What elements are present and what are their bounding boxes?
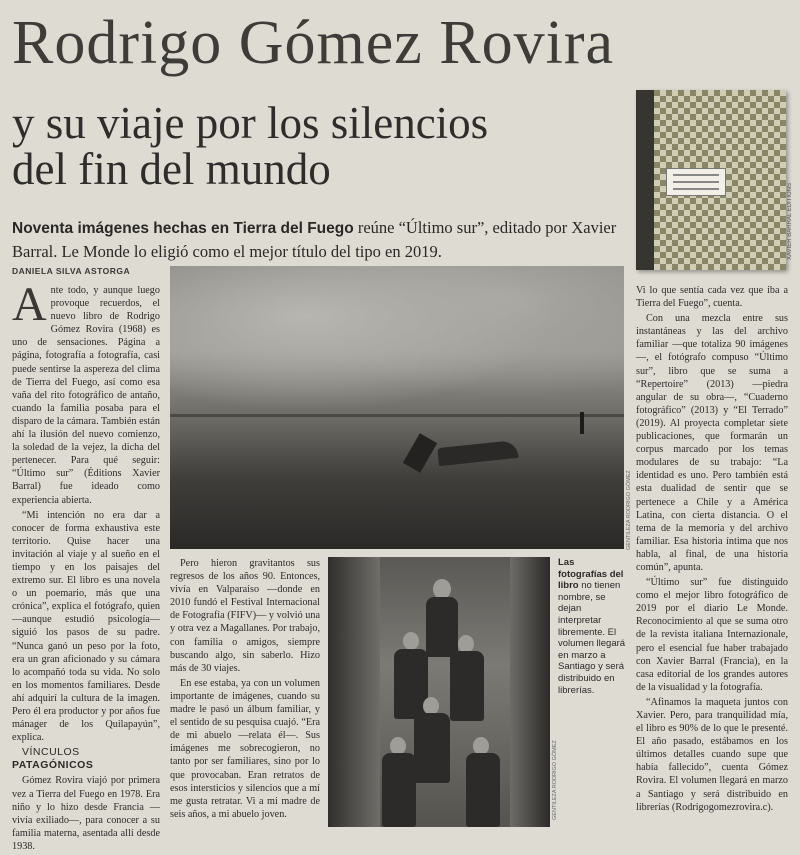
- caption-text: no tienen nombre, se dejan interpretar libremente. El volumen llegará en marzo a Santiago y será distribuido en librerías.: [558, 580, 626, 696]
- article-paragraph: Ante todo, y aunque luego provoque recuerdos, el nuevo libro de Rodrigo Gómez Rovira (1968) es uno de sensaciones. Página a página, fotografía a fotografía, casi puede sentirse la aspereza del clima de Tierra del Fuego, así como esa vaña del rito fotográfico de antaño, cuando la familia posaba para el disparo de la cámara. También están ahí la ilusión del nuevo comienzo, la soledad de la vejez, la dicha del pertenecer. Para qué seguir: “Último sur” (Éditions Xavier Barral) fue ideado como experiencia abierta.: [12, 278, 160, 506]
- lead-bold: Noventa imágenes hechas en Tierra del Fuego: [12, 220, 354, 237]
- article-paragraph: Pero hieron gravitantos sus regresos de los años 90. Entonces, vivía en Valparaíso —donde en 2010 fundó el Festival Internacional de Fotografía (FIFV)— y volvió una y otra vez a Magallanes. Por trabajo, con familia o amigos, siempre buscando algo, sin saberlo. Hizo más de 30 viajes.: [170, 558, 320, 674]
- headline-subtitle: [12, 100, 622, 192]
- family-photo: [328, 557, 550, 827]
- byline: DANIELA SILVA ASTORGA: [12, 266, 131, 276]
- article-paragraph: Gómez Rovira viajó por primera vez a Tierra del Fuego en 1978. Era niño y lo hizo desde Francia —vivía exiliado—, para conocer a su familia materna, asentada allí desde 1938.: [12, 775, 160, 852]
- book-cover-image: [636, 90, 786, 270]
- article-paragraph: En ese estaba, ya con un volumen importante de imágenes, cuando su madre le pasó un álbum familiar, y el sentido de su pesquisa cuajó. “Era de mi abuelo —relata él—. Sus imágenes me sobrecogieron, no tanto por ser familiares, sino por lo que provocaban. Eran retratos de esos intersticios y silencios que a mí me gusta retratar. Vi a mi madre de seis años, a mi abuelo joven.: [170, 677, 320, 820]
- book-cover-label: [666, 168, 726, 196]
- article-column-1: [12, 278, 160, 855]
- article-column-2: [170, 557, 320, 823]
- article-paragraph: “Último sur” fue distinguido como el mejor libro fotográfico de 2019 por el diario Le Monde. Reconocimiento al que se suma otro de la revista italiana Internazionale, pero el esencial fue haber trabajado con Xavier Barral (Francia), en la casa editorial de los grandes autores de la visualidad y la fotografía.: [636, 577, 788, 693]
- landscape-photo: [170, 266, 624, 549]
- book-credit: XAVIER BARRAL EDITIONS: [787, 182, 793, 260]
- article-column-4: [636, 284, 788, 816]
- lone-figure: [580, 412, 584, 434]
- article-paragraph: “Afinamos la maqueta juntos con Xavier. Pero, para tranquilidad mía, el libro es 90% de lo que le presenté. El año pasado, estábamos en los últimos detalles cuando supe que había fallecido”, cuenta Gómez Rovira. El volumen llegará en marzo a Santiago y será distribuido en librerías (Rodrigogomezrovira.c).: [636, 696, 788, 813]
- lead-paragraph: [12, 216, 632, 263]
- headline-subtitle-line1: y su viaje por los silencios: [12, 98, 489, 148]
- headline-title: Rodrigo Gómez Rovira: [12, 9, 615, 77]
- book-spine: [636, 90, 654, 270]
- section-subhead: VÍNCULOS PATAGÓNICOS: [12, 746, 94, 772]
- photo-credit-secondary: GENTILEZA RODRIGO GÓMEZ: [552, 740, 558, 820]
- lead-rest: reúne “Último sur”, editado por Xavier Barral. Le Monde lo eligió como el mejor título del tipo en 2019.: [12, 218, 617, 261]
- photo-credit-main: GENTILEZA RODRIGO GÓMEZ: [626, 470, 632, 550]
- headline-subtitle-line2: del fin del mundo: [12, 144, 331, 194]
- article-paragraph: “Mi intención no era dar a conocer de forma exhaustiva este territorio. Quise hacer una invitación al viaje y al sueño en el tiempo y en los paisajes del extremo sur. El libro es una novela o un poemario, más que una crónica”, explica el fotógrafo, quien —aunque estudió psicología— siguió los pasos de su padre. “Nunca ganó un peso por la foto, era un gran aficionado y su cámara lo acompañó toda su vida. No solo en los momentos familiares. Desde ahí adquirí la cultura de la imagen. Pero él era productor y por años fue mánager de los Quilapayún”, explica.: [12, 509, 160, 744]
- article-paragraph: Vi lo que sentía cada vez que iba a Tierra del Fuego”, cuenta.: [636, 285, 788, 310]
- photo-caption: [558, 557, 626, 696]
- caption-bold: Las fotografías del libro: [558, 557, 624, 592]
- drop-cap: A: [12, 278, 47, 331]
- article-paragraph: Con una mezcla entre sus instantáneas y las del archivo familiar —que totaliza 90 imágenes—, el fotógrafo compuso “Último sur”, libro que se suma a “Repertoire” (2013) —piedra angular de su obra—, “Cuaderno fotográfico” (2013) y “El Terrado” (2019). Al proyecta completar siete publicaciones, que formarán un corpus marcado por los temas modulares de su trabajo: “La identidad es uno. Pero también está esta dualidad de sentir que se pertenece a Chile y a América Latina, con cierta distancia. O el tema de la memoria y del archivo familiar. Esa historia íntima que nos habla, al final, de una historia común”, apunta.: [636, 313, 788, 573]
